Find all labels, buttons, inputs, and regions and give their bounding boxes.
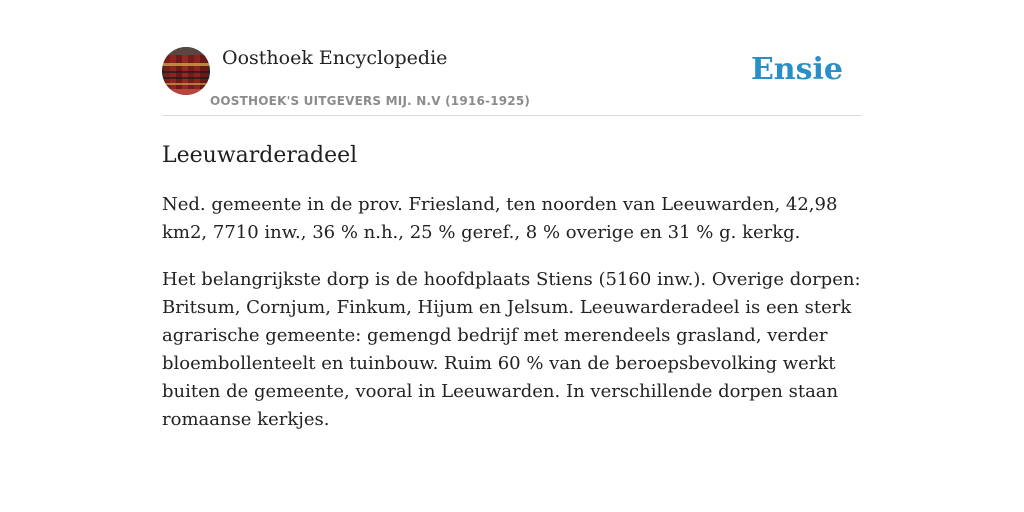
article-paragraph: Ned. gemeente in de prov. Friesland, ten noorden van Leeuwarden, 42,98 km2, 7710 inw., 36 % n.h., 25 % geref., 8 % overige en 31 % g. kerkg. [162, 194, 838, 243]
ensie-logo[interactable]: Ensie [750, 52, 843, 87]
site-header [162, 46, 862, 116]
site-title[interactable]: Oosthoek Encyclopedie [222, 47, 448, 69]
publisher-label: OOSTHOEK'S UITGEVERS MIJ. N.V (1916-1925) [210, 94, 531, 108]
page-container [162, 46, 862, 434]
article-title: Leeuwarderadeel [162, 143, 358, 168]
article-paragraph: Het belangrijkste dorp is de hoofdplaats Stiens (5160 inw.). Overige dorpen: Britsum, Cornjum, Finkum, Hijum en Jelsum. Leeuwarderadeel is een sterk agrarische gemeente: gemengd bedrijf met merendeels grasland, verder bloembollenteelt en tuinbouw. Ruim 60 % van de beroepsbevolking werkt buiten de gemeente, vooral in Leeuwarden. In verschillende dorpen staan romaanse kerkjes. [162, 269, 861, 430]
encyclopedia-books-icon[interactable] [162, 47, 210, 95]
